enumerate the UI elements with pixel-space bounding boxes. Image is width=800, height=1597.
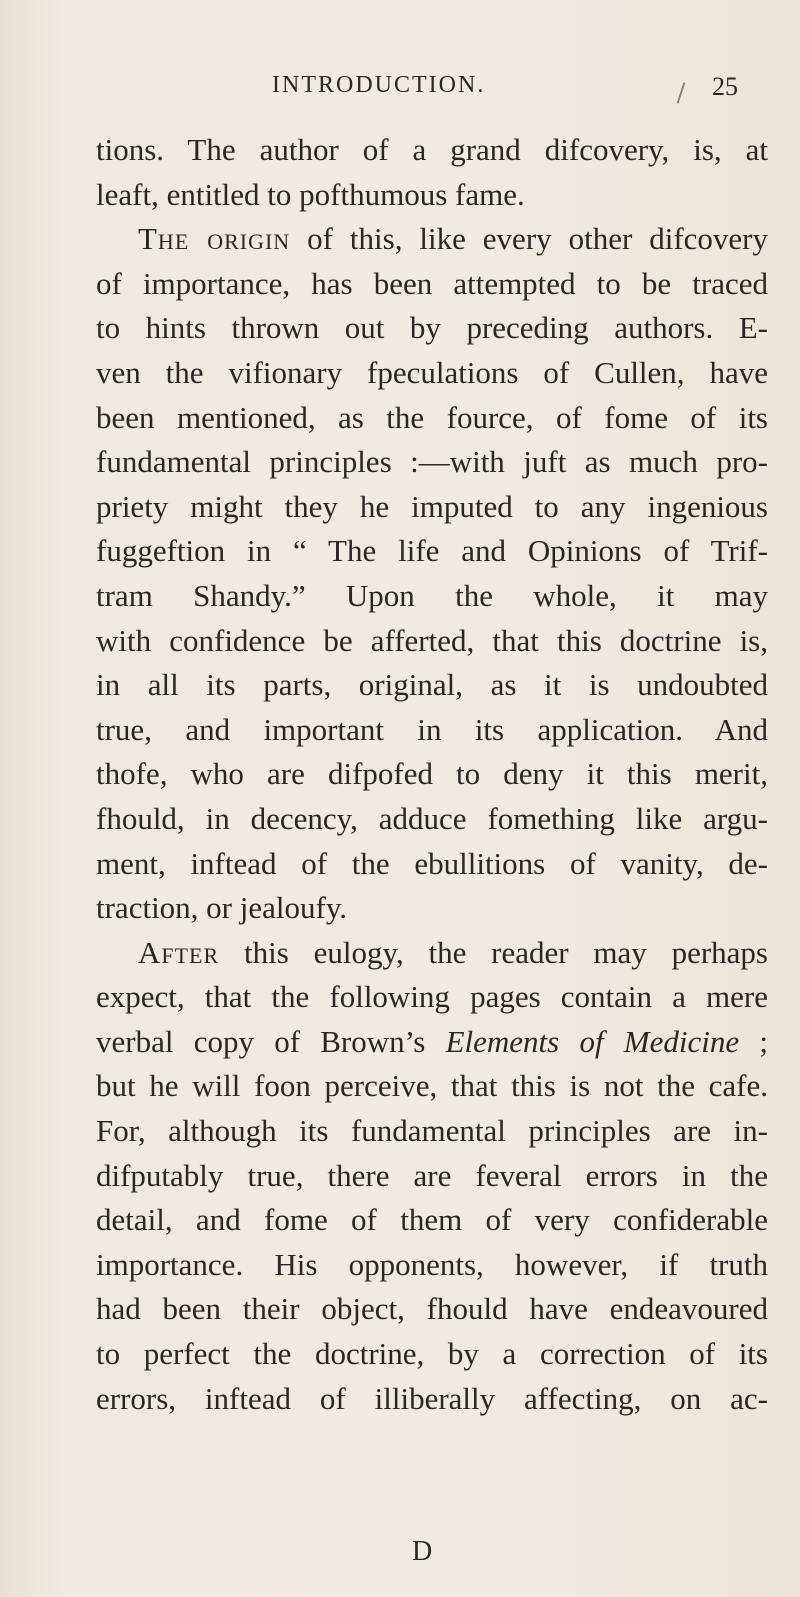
text-line: fundamental principles :—with juft as much pro- <box>96 444 768 480</box>
signature-mark: D <box>412 1536 433 1567</box>
text-line: true, and important in its application. And <box>96 711 768 747</box>
body-text <box>96 128 768 1421</box>
text-line: expect, that the following pages contain a mere <box>96 979 768 1015</box>
text-line: priety might they he imputed to any ingenious <box>96 488 768 524</box>
running-head: INTRODUCTION. <box>272 72 486 98</box>
text-line: tions. The author of a grand difcovery, is, at <box>96 132 768 167</box>
text-line: thofe, who are difpofed to deny it this merit, <box>96 756 768 792</box>
text-line: tram Shandy.” Upon the whole, it may <box>96 577 768 613</box>
text-line: fuggeftion in “ The life and Opinions of Trif- <box>96 533 768 569</box>
text-span: this eulogy, the reader may perhaps <box>219 934 768 970</box>
text-line: importance. His opponents, however, if truth <box>96 1246 768 1282</box>
text-line: of importance, has been attempted to be traced <box>96 265 768 301</box>
text-line: errors, inftead of illiberally affecting, on ac- <box>96 1380 768 1416</box>
text-span: ; <box>739 1023 768 1059</box>
text-line: fhould, in decency, adduce fomething like argu- <box>96 800 768 836</box>
text-line: but he will foon perceive, that this is not the cafe. <box>96 1068 768 1104</box>
small-caps-opening: The origin <box>138 221 291 257</box>
text-line: traction, or jealoufy. <box>96 890 348 926</box>
text-line: ment, inftead of the ebullitions of vanity, de- <box>96 845 768 881</box>
small-caps-opening: After <box>138 934 220 970</box>
ink-mark <box>677 82 686 104</box>
text-line: been mentioned, as the fource, of fome of its <box>96 399 768 435</box>
text-line <box>96 217 768 262</box>
page-header <box>0 72 800 112</box>
text-span: of this, like every other difcovery <box>290 221 768 257</box>
text-line: leaft, entitled to pofthumous fame. <box>96 176 525 212</box>
text-line: to perfect the doctrine, by a correction of its <box>96 1336 768 1372</box>
text-line <box>96 1020 768 1065</box>
text-line: difputably true, there are feveral errors in the <box>96 1157 768 1193</box>
text-line: had been their object, fhould have endeavoured <box>96 1291 768 1327</box>
text-line: For, although its fundamental principles are in- <box>96 1113 768 1149</box>
text-line: detail, and fome of them of very confiderable <box>96 1202 768 1238</box>
text-line: to hints thrown out by preceding authors. E- <box>96 310 768 346</box>
text-span: verbal copy of Brown’s <box>96 1023 446 1059</box>
text-line <box>96 931 768 976</box>
text-line: with confidence be afferted, that this doctrine is, <box>96 622 768 658</box>
book-title: Elements of Medicine <box>445 1023 740 1059</box>
text-line: in all its parts, original, as it is undoubted <box>96 667 768 703</box>
page-number: 25 <box>712 72 738 101</box>
text-line: ven the vifionary fpeculations of Cullen, have <box>96 354 768 390</box>
